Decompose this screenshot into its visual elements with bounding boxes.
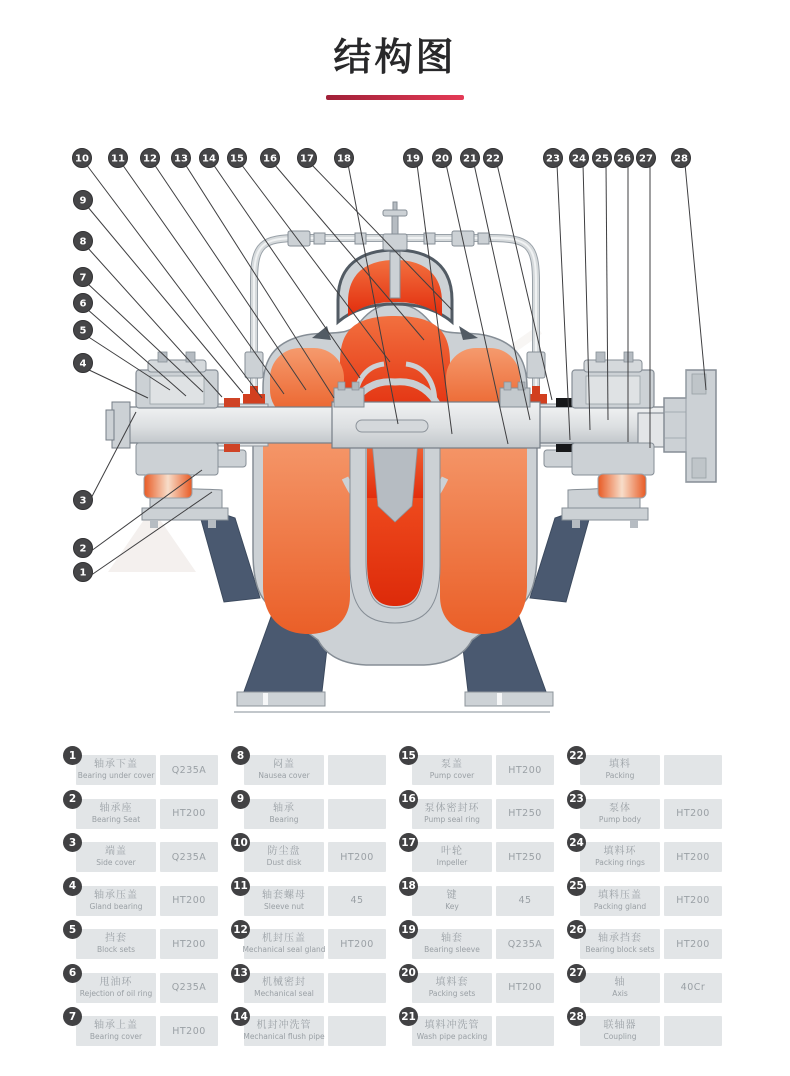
part-number-badge: 26: [567, 920, 586, 939]
part-number-badge: 11: [231, 877, 250, 896]
part-name-en: Rejection of oil ring: [79, 988, 153, 998]
part-number-badge: 2: [63, 790, 82, 809]
part-name-zh: 轴套: [441, 933, 463, 944]
part-name-en: Bearing cover: [89, 1032, 143, 1041]
svg-text:2: 2: [79, 543, 87, 555]
part-name-zh: 泵体密封环: [424, 802, 480, 814]
part-name-en: Packing sets: [428, 988, 476, 998]
svg-text:10: 10: [75, 153, 89, 165]
part-name-box: [412, 1016, 492, 1046]
callout-28: [672, 149, 691, 168]
part-material: HT200: [664, 799, 722, 829]
part-name-box: [580, 973, 660, 1003]
part-number-badge: 16: [399, 790, 418, 809]
part-row-1: [68, 749, 230, 785]
part-name-box: [412, 973, 492, 1003]
parts-column-3: [398, 749, 566, 1060]
callout-22: [484, 149, 503, 168]
oil-ring-glow-right: [598, 474, 646, 498]
parts-column-1: [62, 749, 230, 1060]
part-name-box: [244, 799, 324, 829]
part-material: [328, 799, 386, 829]
part-row-18: [401, 880, 566, 916]
callout-7: [74, 268, 93, 287]
part-material: Q235A: [160, 842, 218, 872]
part-name-en: Bearing: [269, 814, 299, 824]
part-row-12: [233, 923, 398, 959]
part-name-en: Pump seal ring: [424, 814, 480, 824]
svg-text:3: 3: [79, 495, 87, 507]
part-name-en: Bearing sleeve: [424, 945, 480, 954]
part-material: Q235A: [496, 929, 554, 959]
seal-red-top: [224, 398, 240, 407]
callout-1: [74, 563, 93, 582]
part-name-zh: 填料冲洗管: [424, 1020, 480, 1031]
part-number-badge: 24: [567, 833, 586, 852]
svg-text:26: 26: [617, 153, 631, 165]
part-number-badge: 20: [399, 964, 418, 983]
part-name-en: Key: [445, 901, 459, 911]
part-name-zh: 机械密封: [262, 976, 306, 988]
svg-text:14: 14: [202, 153, 216, 165]
part-name-zh: 轴承: [273, 802, 295, 814]
part-name-box: [76, 755, 156, 785]
part-row-6: [68, 967, 230, 1003]
part-row-22: [569, 749, 734, 785]
part-row-13: [233, 967, 398, 1003]
part-name-box: [580, 842, 660, 872]
part-name-zh: 闷盖: [273, 759, 295, 770]
part-row-10: [233, 836, 398, 872]
callout-9: [74, 191, 93, 210]
leader-line-28: [685, 164, 706, 390]
part-number-badge: 23: [567, 790, 586, 809]
svg-text:6: 6: [79, 298, 87, 310]
part-name-box: [412, 842, 492, 872]
part-name-en: Bearing Seat: [91, 814, 141, 824]
svg-text:17: 17: [300, 153, 314, 165]
part-number-badge: 5: [63, 920, 82, 939]
suction-stub-left: [216, 450, 246, 467]
diagram-area: [0, 140, 790, 740]
svg-text:15: 15: [230, 153, 244, 165]
part-name-box: [244, 842, 324, 872]
svg-text:11: 11: [111, 153, 125, 165]
suction-stub-right: [544, 450, 574, 467]
callout-2: [74, 539, 93, 558]
part-name-zh: 轴套螺母: [262, 889, 306, 901]
callout-19: [404, 149, 423, 168]
parts-column-4: [566, 749, 734, 1060]
svg-text:1: 1: [79, 567, 87, 579]
part-number-badge: 12: [231, 920, 250, 939]
part-name-zh: 键: [446, 889, 458, 901]
part-material: 40Cr: [664, 973, 722, 1003]
part-number-badge: 8: [231, 746, 250, 765]
part-row-28: [569, 1010, 734, 1046]
part-name-en: Packing: [605, 771, 635, 780]
callout-18: [335, 149, 354, 168]
part-number-badge: 18: [399, 877, 418, 896]
part-name-en: Side cover: [96, 858, 136, 867]
part-name-en: Wash pipe packing: [416, 1032, 488, 1041]
part-name-zh: 甩油环: [99, 976, 133, 988]
part-material: [496, 1016, 554, 1046]
title-underline: [326, 95, 464, 100]
part-material: HT200: [160, 929, 218, 959]
part-name-box: [580, 755, 660, 785]
part-name-zh: 机封冲洗管: [256, 1020, 312, 1031]
part-name-zh: 填料: [609, 759, 631, 770]
part-number-badge: 9: [231, 790, 250, 809]
callout-24: [570, 149, 589, 168]
part-row-15: [401, 749, 566, 785]
part-number-badge: 3: [63, 833, 82, 852]
callout-3: [74, 491, 93, 510]
part-name-en: Axis: [612, 988, 628, 998]
seal-red-bottom: [224, 444, 240, 452]
part-number-badge: 14: [231, 1007, 250, 1026]
part-name-box: [580, 1016, 660, 1046]
part-name-en: Mechanical flush pipe: [243, 1032, 325, 1041]
part-material: HT200: [664, 886, 722, 916]
part-name-box: [412, 929, 492, 959]
part-name-zh: 泵盖: [441, 759, 463, 770]
part-name-zh: 防尘盘: [267, 846, 301, 857]
part-name-en: Pump body: [598, 814, 642, 824]
part-name-box: [244, 755, 324, 785]
part-name-box: [76, 842, 156, 872]
part-row-20: [401, 967, 566, 1003]
parts-table: [0, 740, 790, 1076]
part-name-zh: 端盖: [105, 846, 127, 857]
svg-text:22: 22: [486, 153, 500, 165]
svg-text:5: 5: [79, 325, 87, 337]
part-name-zh: 填料套: [435, 976, 469, 988]
part-name-en: Packing rings: [595, 858, 645, 867]
callout-12: [141, 149, 160, 168]
part-name-box: [580, 886, 660, 916]
callout-6: [74, 294, 93, 313]
part-row-5: [68, 923, 230, 959]
part-number-badge: 25: [567, 877, 586, 896]
part-material: HT200: [160, 799, 218, 829]
svg-text:23: 23: [546, 153, 560, 165]
part-number-badge: 27: [567, 964, 586, 983]
part-name-box: [76, 973, 156, 1003]
part-row-26: [569, 923, 734, 959]
part-name-box: [76, 929, 156, 959]
part-material: 45: [328, 886, 386, 916]
part-name-zh: 填料压盖: [598, 889, 642, 901]
part-material: Q235A: [160, 755, 218, 785]
svg-text:16: 16: [263, 153, 277, 165]
part-row-19: [401, 923, 566, 959]
dome-drop-pipe: [390, 252, 400, 298]
part-name-zh: 泵体: [609, 802, 631, 814]
part-row-24: [569, 836, 734, 872]
pump-structure-diagram: [0, 140, 790, 740]
callout-16: [261, 149, 280, 168]
part-number-badge: 1: [63, 746, 82, 765]
part-number-badge: 21: [399, 1007, 418, 1026]
part-material: [328, 755, 386, 785]
volute-lobe-lower-right: [440, 428, 527, 634]
part-name-zh: 轴承座: [99, 802, 133, 814]
callout-10: [73, 149, 92, 168]
valve-handle: [383, 210, 407, 216]
part-material: HT200: [496, 973, 554, 1003]
part-name-en: Pump cover: [429, 771, 475, 780]
part-name-zh: 挡套: [105, 933, 127, 944]
part-row-7: [68, 1010, 230, 1046]
part-name-box: [412, 886, 492, 916]
part-material: HT200: [496, 755, 554, 785]
part-name-en: Sleeve nut: [264, 901, 304, 911]
part-row-9: [236, 793, 398, 829]
key-slot: [356, 420, 428, 432]
part-material: HT200: [160, 886, 218, 916]
part-name-zh: 机封压盖: [262, 933, 306, 944]
svg-text:13: 13: [174, 153, 188, 165]
part-number-badge: 13: [231, 964, 250, 983]
pump-shaft: [106, 402, 672, 448]
part-name-en: Block sets: [96, 945, 136, 954]
svg-text:7: 7: [79, 272, 87, 284]
part-number-badge: 19: [399, 920, 418, 939]
part-row-16: [401, 793, 566, 829]
part-name-box: [412, 755, 492, 785]
part-name-zh: 联轴器: [603, 1020, 637, 1031]
callout-13: [172, 149, 191, 168]
part-material: HT200: [664, 929, 722, 959]
part-row-4: [68, 880, 230, 916]
part-row-8: [236, 749, 398, 785]
callout-5: [74, 321, 93, 340]
svg-text:12: 12: [143, 153, 157, 165]
part-name-en: Mechanical seal: [254, 988, 314, 998]
part-name-box: [244, 1016, 324, 1046]
part-material: [664, 1016, 722, 1046]
part-material: [328, 1016, 386, 1046]
callout-15: [228, 149, 247, 168]
part-material: 45: [496, 886, 554, 916]
callout-17: [298, 149, 317, 168]
part-material: [328, 973, 386, 1003]
callout-21: [461, 149, 480, 168]
page-title: 结构图: [333, 35, 457, 79]
part-name-en: Impeller: [436, 858, 468, 867]
part-row-14: [233, 1010, 398, 1046]
part-name-box: [76, 799, 156, 829]
part-row-21: [401, 1010, 566, 1046]
part-number-badge: 22: [567, 746, 586, 765]
callout-8: [74, 232, 93, 251]
part-number-badge: 10: [231, 833, 250, 852]
part-number-badge: 6: [63, 964, 82, 983]
part-name-box: [76, 886, 156, 916]
part-name-en: Packing gland: [593, 901, 647, 911]
part-number-badge: 17: [399, 833, 418, 852]
part-name-zh: 轴承挡套: [598, 933, 642, 944]
part-material: HT200: [328, 929, 386, 959]
svg-text:24: 24: [572, 153, 586, 165]
part-number-badge: 7: [63, 1007, 82, 1026]
callout-4: [74, 354, 93, 373]
part-material: Q235A: [160, 973, 218, 1003]
svg-text:18: 18: [337, 153, 351, 165]
part-material: HT250: [496, 842, 554, 872]
part-name-zh: 轴承上盖: [94, 1020, 138, 1031]
part-name-en: Bearing under cover: [77, 771, 155, 780]
svg-text:27: 27: [639, 153, 653, 165]
svg-text:8: 8: [79, 236, 87, 248]
part-row-11: [233, 880, 398, 916]
part-name-en: Mechanical seal gland: [242, 945, 326, 954]
part-name-box: [244, 886, 324, 916]
callout-25: [593, 149, 612, 168]
part-name-box: [580, 929, 660, 959]
part-name-zh: 轴承压盖: [94, 889, 138, 901]
part-name-box: [244, 929, 324, 959]
part-row-25: [569, 880, 734, 916]
part-name-zh: 叶轮: [441, 846, 463, 857]
svg-text:28: 28: [674, 153, 688, 165]
part-row-2: [68, 793, 230, 829]
callout-20: [433, 149, 452, 168]
callout-26: [615, 149, 634, 168]
volute-lobe-lower-left: [263, 428, 350, 634]
callout-14: [200, 149, 219, 168]
part-material: HT200: [160, 1016, 218, 1046]
part-name-en: Dust disk: [266, 858, 302, 867]
part-material: HT250: [496, 799, 554, 829]
svg-text:20: 20: [435, 153, 449, 165]
part-name-box: [76, 1016, 156, 1046]
part-name-box: [244, 973, 324, 1003]
part-material: HT200: [328, 842, 386, 872]
part-name-zh: 轴承下盖: [94, 759, 138, 770]
part-material: [664, 755, 722, 785]
part-name-en: Nausea cover: [258, 771, 310, 780]
part-number-badge: 4: [63, 877, 82, 896]
part-row-23: [569, 793, 734, 829]
svg-text:25: 25: [595, 153, 609, 165]
part-row-27: [569, 967, 734, 1003]
part-row-17: [401, 836, 566, 872]
coupling-flange: [664, 370, 716, 482]
callout-27: [637, 149, 656, 168]
svg-text:4: 4: [79, 358, 87, 370]
page-header: [0, 0, 790, 140]
part-name-box: [412, 799, 492, 829]
part-number-badge: 15: [399, 746, 418, 765]
part-name-en: Bearing block sets: [585, 945, 655, 954]
callout-23: [544, 149, 563, 168]
part-name-en: Gland bearing: [89, 901, 143, 911]
callout-11: [109, 149, 128, 168]
part-row-3: [68, 836, 230, 872]
svg-text:19: 19: [406, 153, 420, 165]
svg-text:21: 21: [463, 153, 477, 165]
svg-text:9: 9: [79, 195, 87, 207]
part-name-zh: 轴: [614, 976, 626, 988]
part-number-badge: 28: [567, 1007, 586, 1026]
part-name-zh: 填料环: [603, 846, 637, 857]
part-name-en: Coupling: [603, 1032, 637, 1041]
part-material: HT200: [664, 842, 722, 872]
part-name-box: [580, 799, 660, 829]
parts-column-2: [230, 749, 398, 1060]
